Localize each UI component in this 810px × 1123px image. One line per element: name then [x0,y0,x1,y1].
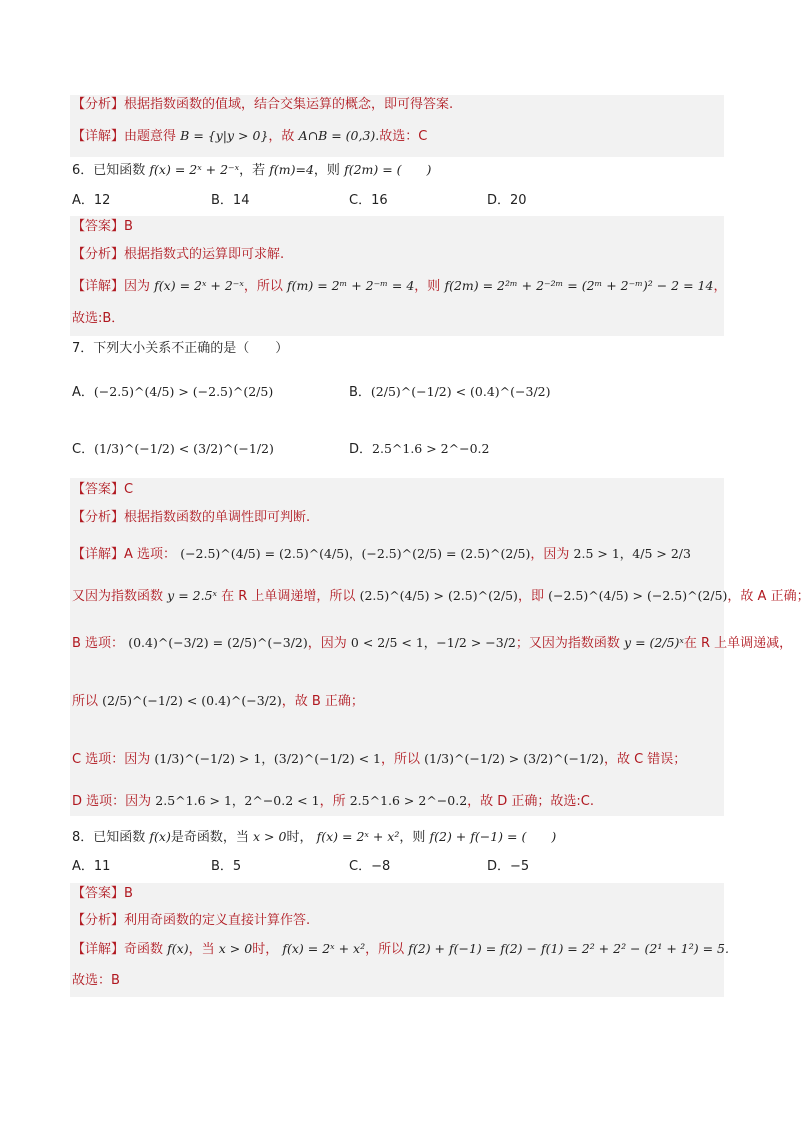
answer-tag: 【答案】 [72,482,125,497]
inequality-expression: (−2.5)^(4/5) > (−2.5)^(2/5) [548,588,728,603]
detail-text: ，因为 [307,636,347,651]
q7-detail-c [72,750,724,769]
q8-detail-line [72,940,729,959]
analysis-text: 利用奇函数的定义直接计算作答. [124,913,311,928]
set-expression: B = {y|y > 0} [180,128,269,143]
option-label: D． [349,442,373,457]
function-expression: y = (2/5)ˣ [624,635,684,650]
detail-tag: 【详解】 [72,942,125,957]
q7-stem: 7．下列大小关系不正确的是（ ） [72,341,289,356]
function-expression: f(x) [149,829,171,844]
detail-text: 又因为指数函数 [72,589,164,604]
q7-detail-a2 [72,587,810,606]
q8-answer-line [72,885,724,903]
q8-option-d: D．−5 [487,859,530,874]
detail-text: C 选项：因为 [72,752,151,767]
detail-text: ，故 B 正确； [281,694,364,709]
answer-value: B [124,886,133,901]
detail-text: 时， [252,942,279,957]
detail-text: ；又因为指数函数 [515,636,620,651]
option-label: A． [72,385,94,400]
q7-detail-d [72,792,724,811]
question-expression: f(2m) = ( ) [344,162,432,177]
inequality-expression: (2/5)^(−1/2) < (0.4)^(−3/2) [102,693,282,708]
question-expression: f(2) + f(−1) = ( ) [429,829,557,844]
q7-detail-b [72,634,793,653]
q8-option-a: A．11 [72,859,111,874]
detail-text: 所以 [72,694,99,709]
detail-text: 由题意得 [124,129,177,144]
intersection-expression: A∩B = (0,3). [298,128,380,143]
detail-text: 奇函数 [124,942,164,957]
detail-text: ，因为 [530,547,570,562]
equation-expression: (0.4)^(−3/2) = (2/5)^(−3/2) [128,635,308,650]
q7-analysis-line [72,509,724,527]
detail-text: ，则 [414,279,441,294]
function-expression: f(x) = 2ˣ + x² [282,941,366,956]
q8-option-b: B．5 [211,859,242,874]
conclusion-text: 故选：B [72,973,120,988]
detail-text: ，故 A 正确； [727,589,810,604]
equation-expression: f(m) = 2ᵐ + 2⁻ᵐ = 4 [286,278,415,293]
q6-option-d: D．20 [487,193,527,208]
q6-detail-line [72,277,727,296]
function-expression: y = 2.5ˣ [167,588,217,603]
option-label: B． [349,385,371,400]
detail-text: ，故 D 正确；故选:C. [467,794,595,809]
q7-detail-a [72,545,724,564]
condition-expression: f(m)=4 [269,162,314,177]
inequality-expression: 2.5^1.6 > 2^−0.2 [349,793,468,808]
q6-option-b: B．14 [211,193,250,208]
q5-detail-line [72,127,724,146]
q5-analysis-line [72,96,724,114]
detail-tag: 【详解】 [72,547,125,562]
answer-tag: 【答案】 [72,886,125,901]
detail-text: ，故 [268,129,295,144]
function-expression: f(x) = 2ˣ + 2⁻ˣ [149,162,240,177]
inequality-expression: 2.5 > 1，4/5 > 2/3 [573,546,691,561]
q6-option-c: C．16 [349,193,388,208]
detail-text: A 选项： [124,547,177,562]
analysis-text: 根据指数函数的单调性即可判断. [124,510,311,525]
detail-text: ，所以 [365,942,405,957]
q6-conclusion [72,310,724,328]
stem-text: ，则 [313,163,340,178]
equation-expression: f(2m) = 2²ᵐ + 2⁻²ᵐ = (2ᵐ + 2⁻ᵐ)² − 2 = 14 [444,278,714,293]
analysis-text: 根据指数函数的值域，结合交集运算的概念，即可得答案. [124,97,454,112]
detail-tag: 【详解】 [72,129,125,144]
stem-text: 8．已知函数 [72,830,146,845]
detail-text: ， [713,279,727,294]
stem-text: ，若 [239,163,266,178]
q7-option-b [349,383,550,402]
analysis-tag: 【分析】 [72,913,125,928]
q6-option-a: A．12 [72,193,111,208]
function-expression: f(x) [167,941,189,956]
condition-expression: x > 0 [218,941,253,956]
condition-expression: x > 0 [253,829,287,844]
stem-text: 时， [286,830,313,845]
q6-stem [72,161,724,180]
detail-text: 故选：C [379,129,428,144]
equation-expression: (−2.5)^(4/5) = (2.5)^(4/5)，(−2.5)^(2/5) = (2.5)^(2/5) [180,546,531,561]
q7-answer-line [72,481,724,499]
analysis-tag: 【分析】 [72,97,125,112]
q7-option-a [72,383,273,402]
q7-option-c [72,440,274,459]
option-expression: (2/5)^(−1/2) < (0.4)^(−3/2) [370,384,551,399]
answer-tag: 【答案】 [72,219,125,234]
q6-answer-line [72,218,724,236]
equation-expression: f(2) + f(−1) = f(2) − f(1) = 2² + 2² − (2¹ + 1²) = 5. [408,941,729,956]
option-label: C． [72,442,95,457]
detail-text: B 选项： [72,636,125,651]
detail-text: 因为 [124,279,151,294]
option-expression: (−2.5)^(4/5) > (−2.5)^(2/5) [93,384,274,399]
function-expression: f(x) = 2ˣ + 2⁻ˣ [154,278,244,293]
option-expression: 2.5^1.6 > 2^−0.2 [372,441,490,456]
stem-text: 6．已知函数 [72,163,146,178]
option-expression: (1/3)^(−1/2) < (3/2)^(−1/2) [94,441,274,456]
detail-tag: 【详解】 [72,279,125,294]
inequality-expression: 2.5^1.6 > 1，2^−0.2 < 1 [155,793,320,808]
function-expression: f(x) = 2ˣ + x² [316,829,400,844]
detail-text: ，故 C 错误； [603,752,687,767]
answer-value: B [124,219,133,234]
detail-text: ，即 [517,589,544,604]
q8-conclusion [72,972,724,990]
answer-value: C [124,482,134,497]
detail-text: ，所以 [243,279,283,294]
detail-text: 在 R 上单调递减， [683,636,793,651]
detail-text: ，所以 [380,752,420,767]
inequality-expression: 0 < 2/5 < 1，−1/2 > −3/2 [350,635,516,650]
q8-option-c: C．−8 [349,859,391,874]
inequality-expression: (1/3)^(−1/2) > 1，(3/2)^(−1/2) < 1 [154,751,381,766]
analysis-text: 根据指数式的运算即可求解. [124,247,285,262]
stem-text: 是奇函数，当 [170,830,249,845]
q7-detail-b2 [72,692,724,711]
analysis-tag: 【分析】 [72,510,125,525]
analysis-tag: 【分析】 [72,247,125,262]
detail-text: ，当 [188,942,215,957]
detail-text: ，所 [319,794,346,809]
q8-analysis-line [72,912,724,930]
detail-text: D 选项：因为 [72,794,152,809]
inequality-expression: (1/3)^(−1/2) > (3/2)^(−1/2) [424,751,604,766]
conclusion-text: 故选:B． [72,311,125,326]
q8-stem [72,828,724,847]
q6-analysis-line [72,246,724,264]
stem-text: ，则 [399,830,426,845]
inequality-expression: (2.5)^(4/5) > (2.5)^(2/5) [359,588,518,603]
q7-option-d [349,440,489,459]
detail-text: 在 R 上单调递增，所以 [221,589,356,604]
